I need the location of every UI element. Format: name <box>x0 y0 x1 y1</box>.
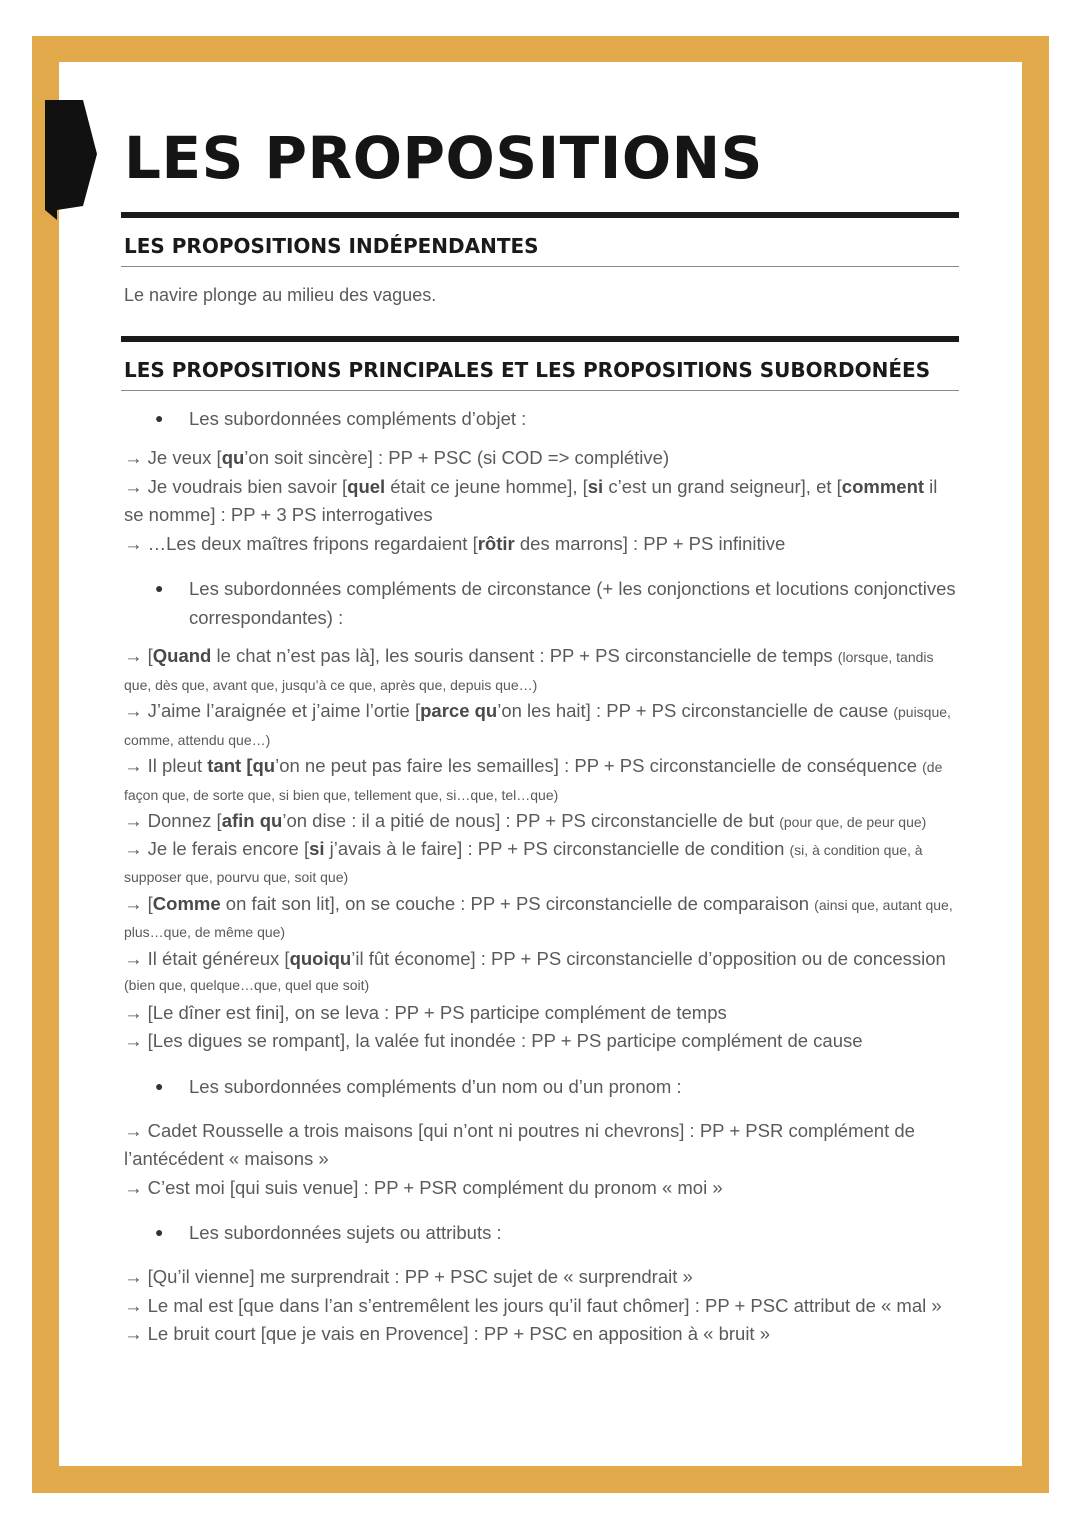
bullet-dot: ● <box>155 1224 164 1240</box>
example-line: → Il était généreux [quoiqu’il fût économe] : PP + PS circonstancielle d’opposition ou de concession (bien que, quelque…que, quel que soit) <box>124 947 946 993</box>
bullet-label: Les subordonnées compléments d’objet : <box>189 408 527 429</box>
bullet-dot: ● <box>155 410 164 426</box>
example-line: → [Comme on fait son lit], on se couche : PP + PS circonstancielle de comparaison (ainsi que, autant que, plus…que, de même que) <box>124 892 953 940</box>
bullet-label: Les subordonnées compléments de circonstance (+ les conjonctions et locutions conjonctives correspondantes) : <box>189 578 956 628</box>
bookmark-tab-icon <box>45 100 97 220</box>
example-text: Le navire plonge au milieu des vagues. <box>124 285 437 305</box>
section-underline <box>121 390 959 391</box>
examples-nom <box>121 1117 959 1203</box>
example-line: → Cadet Rousselle a trois maisons [qui n’ont ni poutres ni chevrons] : PP + PSR complément de l’antécédent « maisons » <box>124 1119 915 1169</box>
bullet-sujets <box>121 1218 959 1247</box>
main-content <box>121 212 959 1349</box>
example-line: → [Qu’il vienne] me surprendrait : PP + PSC sujet de « surprendrait » <box>124 1266 693 1287</box>
bullet-circonstance <box>121 574 959 632</box>
example-line: → Je veux [qu’on soit sincère] : PP + PSC (si COD => complétive) <box>124 447 670 468</box>
example-line: → C’est moi [qui suis venue] : PP + PSR complément du pronom « moi » <box>124 1176 723 1198</box>
section-principales <box>121 336 959 1349</box>
examples-objet <box>121 444 959 558</box>
example-line: → …Les deux maîtres fripons regardaient [rôtir des marrons] : PP + PS infinitive <box>124 532 786 554</box>
example-line: → J’aime l’araignée et j’aime l’ortie [parce qu’on les hait] : PP + PS circonstancielle de cause (puisque, comme, attendu que…) <box>124 700 951 748</box>
bullet-dot: ● <box>155 1077 164 1094</box>
example-line: → Je le ferais encore [si j’avais à le faire] : PP + PS circonstancielle de condition (si, à condition que, à supposer que, pourvu que, soit que) <box>124 837 923 885</box>
bullet-dot: ● <box>155 580 164 596</box>
examples-sujets <box>121 1263 959 1349</box>
example-line: → [Le dîner est fini], on se leva : PP + PS participe complément de temps <box>124 1001 727 1023</box>
example-line: → Donnez [afin qu’on dise : il a pitié de nous] : PP + PS circonstancielle de but (pour que, de peur que) <box>124 810 927 831</box>
example-line: → Le bruit court [que je vais en Provence] : PP + PSC en apposition à « bruit » <box>124 1323 770 1344</box>
section-heading: LES PROPOSITIONS INDÉPENDANTES <box>124 234 539 258</box>
example-line: → Il pleut tant [qu’on ne peut pas faire les semailles] : PP + PS circonstancielle de conséquence (de façon que, de sorte que, si bien que, tellement que, si…que, tel…que) <box>124 755 943 803</box>
bullet-objet <box>121 404 959 433</box>
bullet-label: Les subordonnées compléments d’un nom ou d’un pronom : <box>189 1075 682 1097</box>
section-independantes <box>121 212 959 309</box>
section-heading: LES PROPOSITIONS PRINCIPALES ET LES PROPOSITIONS SUBORDONÉES <box>124 358 931 382</box>
example-line: → Le mal est [que dans l’an s’entremêlent les jours qu’il faut chômer] : PP + PSC attribut de « mal » <box>124 1294 942 1316</box>
example-line: → Je voudrais bien savoir [quel était ce jeune homme], [si c’est un grand seigneur], et [comment il se nomme] : PP + 3 PS interrogatives <box>124 475 938 525</box>
bullet-nom <box>121 1072 959 1101</box>
example-line: → [Quand le chat n’est pas là], les souris dansent : PP + PS circonstancielle de temps (lorsque, tandis que, dès que, avant que, jusqu’à ce que, après que, depuis que…) <box>124 645 934 693</box>
example-line: → [Les digues se rompant], la valée fut inondée : PP + PS participe complément de cause <box>124 1030 863 1051</box>
bullet-label: Les subordonnées sujets ou attributs : <box>189 1222 502 1243</box>
examples-circonstance <box>121 643 959 1056</box>
page-title: LES PROPOSITIONS <box>124 124 763 192</box>
